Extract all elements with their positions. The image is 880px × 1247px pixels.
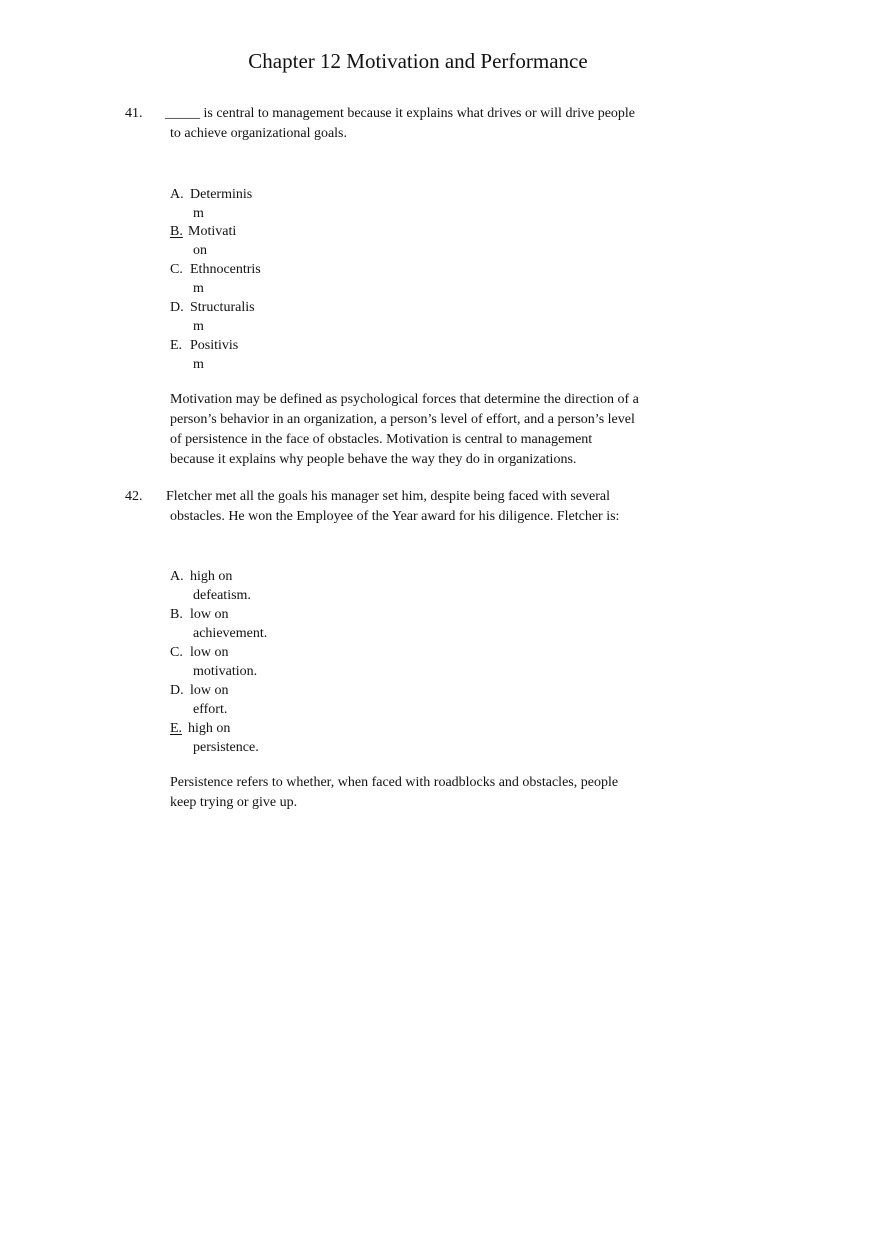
option-letter: C. [170, 645, 183, 660]
option-d [170, 298, 255, 317]
question-stem-line: obstacles. He won the Employee of the Year award for his diligence. Fletcher is: [170, 509, 620, 524]
explanation-line: because it explains why people behave the way they do in organizations. [170, 452, 577, 467]
option-text: high on [190, 569, 233, 584]
question-stem-line: _____ is central to management because it explains what drives or will drive people [165, 106, 636, 121]
option-text-wrap: m [193, 357, 204, 372]
option-letter: A. [170, 187, 184, 202]
option-b [170, 605, 229, 624]
option-text: low on [190, 645, 229, 660]
option-e [170, 336, 238, 355]
correct-option-letter: B. [170, 224, 183, 239]
option-d [170, 681, 229, 700]
option-text: low on [190, 683, 229, 698]
option-text-wrap: effort. [193, 702, 228, 717]
option-a [170, 185, 252, 204]
explanation-line: person’s behavior in an organization, a person’s level of effort, and a person’s level [170, 412, 635, 427]
option-text-wrap: persistence. [193, 740, 259, 755]
option-text: Determinis [190, 187, 253, 202]
option-e-correct [170, 719, 230, 738]
explanation-line: keep trying or give up. [170, 795, 298, 810]
option-text: Ethnocentris [190, 262, 261, 277]
option-text: Structuralis [190, 300, 255, 315]
option-letter: E. [170, 338, 183, 353]
option-text-wrap: achievement. [193, 626, 268, 641]
page-title: Chapter 12 Motivation and Performance [248, 49, 588, 73]
option-text-wrap: motivation. [193, 664, 258, 679]
explanation-line: of persistence in the face of obstacles. Motivation is central to management [170, 432, 593, 447]
option-text: Motivati [188, 224, 237, 239]
option-letter: D. [170, 300, 184, 315]
option-b-correct [170, 222, 236, 241]
option-letter: D. [170, 683, 184, 698]
option-text-wrap: defeatism. [193, 588, 251, 603]
question-number: 42. [125, 489, 143, 504]
option-text-wrap: m [193, 206, 204, 221]
correct-option-letter: E. [170, 721, 183, 736]
option-c [170, 643, 229, 662]
option-text: low on [190, 607, 229, 622]
explanation-line: Persistence refers to whether, when faced with roadblocks and obstacles, people [170, 775, 619, 790]
question-number: 41. [125, 106, 143, 121]
option-text: high on [188, 721, 231, 736]
option-letter: C. [170, 262, 183, 277]
option-a [170, 567, 232, 586]
option-letter: A. [170, 569, 184, 584]
question-stem-line: to achieve organizational goals. [170, 126, 348, 141]
option-text-wrap: m [193, 319, 204, 334]
question-stem-line: Fletcher met all the goals his manager set him, despite being faced with several [166, 489, 610, 504]
option-text: Positivis [190, 338, 239, 353]
option-letter: B. [170, 607, 183, 622]
explanation-line: Motivation may be defined as psychological forces that determine the direction of a [170, 392, 639, 407]
option-text-wrap: on [193, 243, 207, 258]
option-c [170, 260, 261, 279]
option-text-wrap: m [193, 281, 204, 296]
